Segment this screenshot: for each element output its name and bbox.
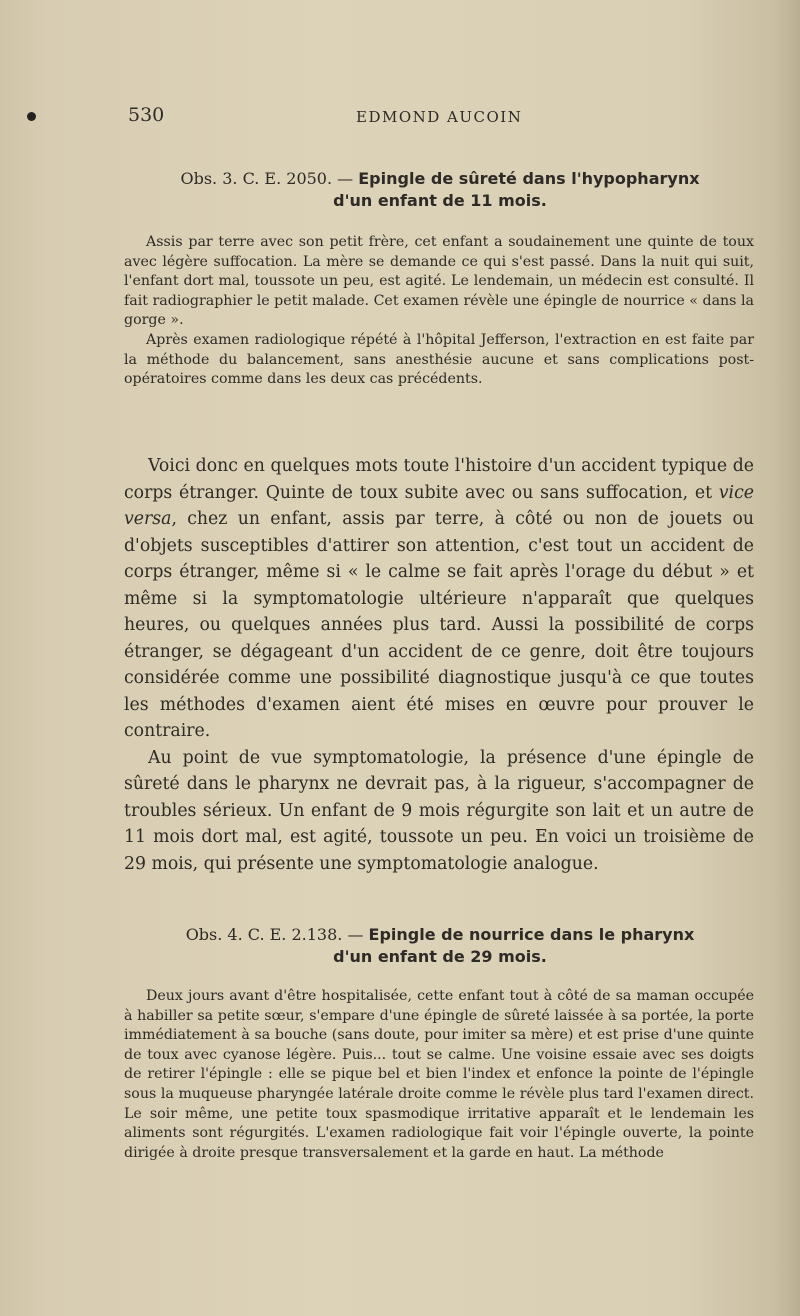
main-p1-after: , chez un enfant, assis par terre, à côté ou non de jouets ou d'objets susceptibles d'attirer son attention, c'est tout un accident de corps étranger, même si « le calme se fait après l'orage du début » et même si la symptomatologie ultérieure n'apparaît que quelques heures, ou quelques années plus tard. Aussi la possibilité de corps étranger, se dégageant d'un accident de ce genre, doit être toujours considérée comme une possibilité diagnostique jusqu'à ce que toutes les méthodes d'examen aient été mises en œuvre pour prouver le contraire.	[124, 509, 754, 741]
obs3-reference: Obs. 3. C. E. 2050. —	[180, 169, 354, 188]
obs4-heading	[125, 924, 755, 968]
obs4-paragraph: Deux jours avant d'être hospitalisée, cette enfant tout à côté de sa maman occupée à habiller sa petite sœur, s'empare d'une épingle de sûreté laissée à sa portée, la porte immédiatement à sa bouche (sans doute, pour imiter sa mère) et est prise d'une quinte de toux avec cyanose légère. Puis... tout se calme. Une voisine essaie avec ses doigts de retirer l'épingle : elle se pique bel et bien l'index et enfonce la pointe de l'épingle sous la muqueuse pharyngée latérale droite comme le révèle plus tard l'examen direct. Le soir même, une petite toux spasmodique irritative apparaît et le lendemain les aliments sont régurgités. L'examen radiologique fait voir l'épingle ouverte, la pointe dirigée à droite presque transversalement et la garde en haut. La méthode	[124, 988, 754, 1161]
obs4-title-line1: Epingle de nourrice dans le pharynx	[368, 925, 695, 944]
margin-bullet	[27, 112, 36, 121]
obs3-paragraph-2: Après examen radiologique répété à l'hôpital Jefferson, l'extraction en est faite par la méthode du balancement, sans anesthésie aucune et sans complications post-opératoires comme dans les deux cas précédents.	[124, 331, 754, 388]
obs4-reference: Obs. 4. C. E. 2.138. —	[185, 925, 364, 944]
obs3-title-line1: Epingle de sûreté dans l'hypopharynx	[358, 169, 700, 188]
main-p1-before: Voici donc en quelques mots toute l'histoire d'un accident typique de corps étranger. Quinte de toux subite avec ou sans suffocation, et	[124, 456, 754, 503]
obs3-body	[124, 233, 754, 390]
obs3-heading	[125, 168, 755, 212]
obs3-heading-line1	[125, 168, 755, 190]
obs3-title-line2: d'un enfant de 11 mois.	[333, 191, 547, 210]
main-p1-italic: vice versa	[124, 482, 754, 529]
obs3-paragraph-1: Assis par terre avec son petit frère, cet enfant a soudainement une quinte de toux avec légère suffocation. La mère se demande ce qui s'est passé. Dans la nuit qui suit, l'enfant dort mal, toussote un peu, est agité. Le lendemain, un médecin est consulté. Il fait radiographier le petit malade. Cet examen révèle une épingle de nourrice « dans la gorge ».	[124, 234, 754, 329]
main-paragraph-2: Au point de vue symptomatologie, la présence d'une épingle de sûreté dans le pharynx ne devrait pas, à la rigueur, s'accompagner de troubles sérieux. Un enfant de 9 mois régurgite son lait et un autre de 11 mois dort mal, est agité, toussote un peu. En voici un troisième de 29 mois, qui présente une symptomatologie analogue.	[124, 747, 754, 874]
main-text	[124, 453, 754, 877]
obs4-title-line2: d'un enfant de 29 mois.	[333, 947, 547, 966]
obs4-body	[124, 987, 754, 1163]
obs4-heading-line1	[125, 924, 755, 946]
main-paragraph-1	[124, 453, 754, 745]
page-number: 530	[128, 104, 165, 126]
running-head: EDMOND AUCOIN	[356, 108, 523, 126]
